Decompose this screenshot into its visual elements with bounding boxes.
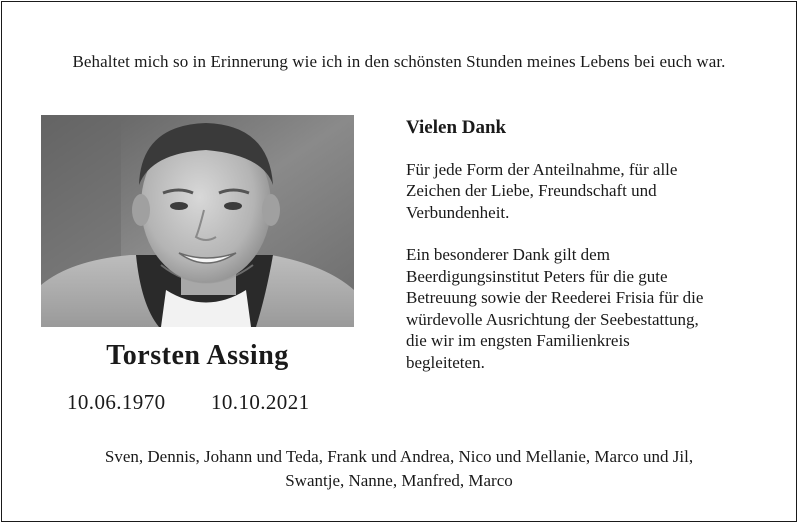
deceased-name: Torsten Assing (106, 340, 289, 371)
thanks-paragraph-2 (406, 244, 766, 373)
portrait-photo (41, 115, 354, 327)
thanks-p2-line: die wir im engsten Familienkreis (406, 331, 630, 350)
family-signatures (2, 445, 796, 493)
thanks-p2-line: würdevolle Ausrichtung der Seebestattung, (406, 309, 699, 329)
birth-date: 10.06.1970 (67, 390, 166, 414)
portrait-photo-graphic (41, 115, 354, 327)
motto-text: Behaltet mich so in Erinnerung wie ich in den schönsten Stunden meines Lebens bei euch war. (72, 52, 726, 71)
thanks-p1-line: Für jede Form der Anteilnahme, für alle (406, 159, 678, 179)
thanks-title: Vielen Dank (406, 117, 507, 138)
family-line: Sven, Dennis, Johann und Teda, Frank und Andrea, Nico und Mellanie, Marco und Jil, (104, 447, 694, 466)
thanks-section (406, 117, 766, 394)
family-line: Swantje, Nanne, Manfred, Marco (285, 471, 513, 490)
thanks-p1-line: Verbundenheit. (406, 202, 510, 222)
thanks-p2-line: Beerdigungsinstitut Peters für die gute (406, 266, 668, 286)
thanks-p2-line: Ein besonderer Dank gilt dem (406, 245, 610, 264)
obituary-notice (1, 1, 797, 522)
thanks-paragraph-1 (406, 159, 766, 224)
thanks-p2-line: begleiteten. (406, 352, 485, 372)
thanks-p1-line: Zeichen der Liebe, Freundschaft und (406, 181, 657, 200)
death-date: 10.10.2021 (211, 390, 310, 414)
thanks-p2-line: Betreuung sowie der Reederei Frisia für die (406, 288, 704, 307)
